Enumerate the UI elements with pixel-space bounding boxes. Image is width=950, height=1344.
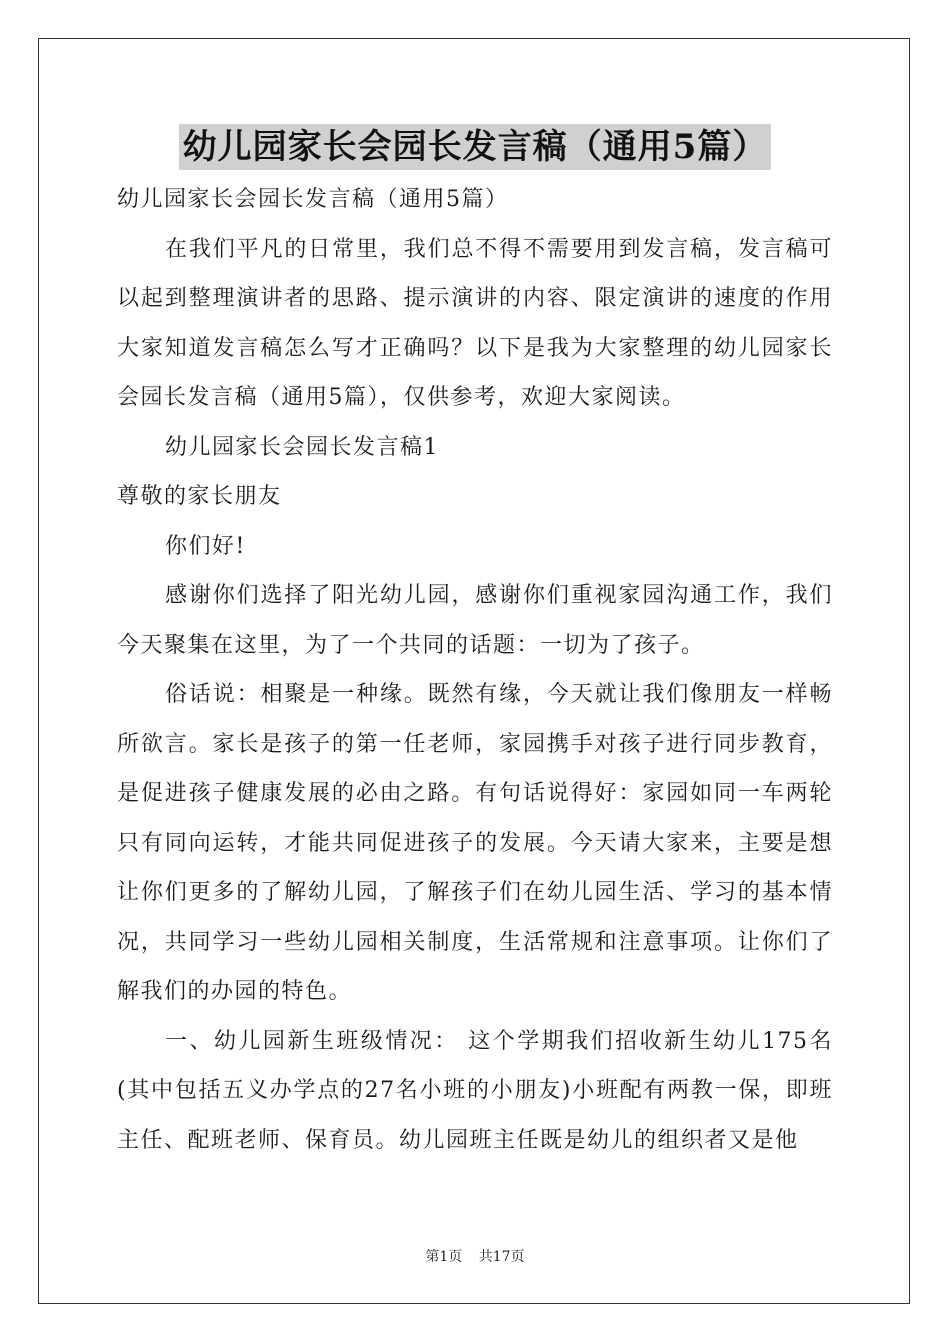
document-title: 幼儿园家长会园长发言稿（通用5篇） [179, 124, 772, 170]
intro-paragraph: 在我们平凡的日常里，我们总不得不需要用到发言稿，发言稿可以起到整理演讲者的思路、提示演讲的内容、限定演讲的速度的作用大家知道发言稿怎么写才正确吗？以下是我为大家整理的幼儿园家长会园长发言稿（通用5篇），仅供参考，欢迎大家阅读。 [117, 236, 833, 410]
page-number: 第1页 [425, 1249, 463, 1265]
subtitle-paragraph: 幼儿园家长会园长发言稿（通用5篇） [117, 187, 509, 212]
greeting: 你们好! [165, 533, 246, 559]
title-wrap [0, 124, 950, 170]
body-paragraph: 一、幼儿园新生班级情况： 这个学期我们招收新生幼儿175名(其中包括五义办学点的27名小班的小朋友)小班配有两教一保，即班主任、配班老师、保育员。幼儿园班主任既是幼儿的组织者又是他 [117, 1028, 833, 1153]
section-heading: 幼儿园家长会园长发言稿1 [165, 434, 439, 460]
body-paragraph: 感谢你们选择了阳光幼儿园，感谢你们重视家园沟通工作，我们今天聚集在这里，为了一个共同的话题：一切为了孩子。 [117, 583, 833, 658]
page-footer [0, 1246, 950, 1266]
page-total: 共17页 [478, 1249, 525, 1265]
body-paragraph: 俗话说：相聚是一种缘。既然有缘，今天就让我们像朋友一样畅所欲言。家长是孩子的第一任老师，家园携手对孩子进行同步教育，是促进孩子健康发展的必由之路。有句话说得好：家园如同一车两轮只有同向运转，才能共同促进孩子的发展。今天请大家来，主要是想让你们更多的了解幼儿园，了解孩子们在幼儿园生活、学习的基本情况，共同学习一些幼儿园相关制度，生活常规和注意事项。让你们了解我们的办园的特色。 [117, 682, 833, 1004]
document-body [117, 175, 833, 1165]
salutation: 尊敬的家长朋友 [117, 484, 282, 509]
